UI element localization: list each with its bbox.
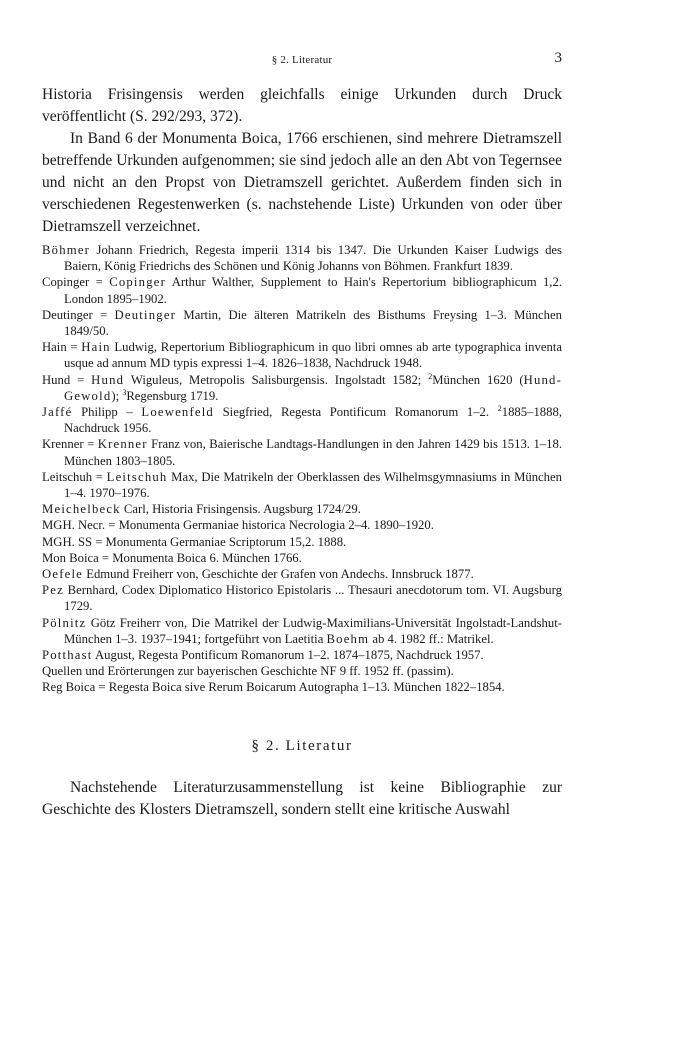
reference-key: Leitschuh — [42, 469, 93, 484]
reference-text: Franz von, Baierische Landtags-Handlungen in den Jahren 1429 bis 1513. 1–18. München 1803–1805. — [64, 437, 562, 468]
reference-entry — [42, 501, 562, 517]
reference-entry — [42, 517, 562, 533]
reference-key: Pez — [42, 583, 64, 598]
reference-text: ab 4. 1982 ff.: Matrikel. — [369, 631, 494, 646]
reference-list — [42, 242, 562, 696]
edition-superscript: 2 — [428, 371, 433, 381]
reference-equals: = — [92, 307, 115, 322]
reference-text: Quellen und Erörterungen zur bayerischen Geschichte NF 9 ff. 1952 ff. (passim). — [42, 664, 454, 679]
reference-entry — [42, 436, 562, 468]
reference-entry — [42, 663, 562, 679]
reference-key: Hain — [42, 340, 67, 355]
reference-text: Philipp – — [72, 405, 142, 420]
reference-key: Meichelbeck — [42, 502, 121, 517]
reference-key: Böhmer — [42, 243, 91, 257]
page-number: 3 — [554, 50, 562, 66]
reference-entry — [42, 582, 562, 614]
reference-key: Hund — [91, 372, 125, 387]
reference-entry — [42, 534, 562, 550]
reference-text: MGH. SS = Monumenta Germaniae Scriptorum 15,2. 1888. — [42, 534, 347, 549]
reference-entry — [42, 647, 562, 663]
reference-key: Pölnitz — [42, 615, 87, 630]
reference-text: Wiguleus, Metropolis Salisburgensis. Ingolstadt 1582; — [124, 372, 429, 387]
reference-key: Leitschuh — [106, 469, 168, 484]
intro-paragraph: In Band 6 der Monumenta Boica, 1766 erschienen, sind mehrere Dietramszell betreffende Urkunden aufgenommen; sie sind jedoch alle an den Abt von Tegernsee und nicht an den Propst von Dietramszell gerichtet. Außerdem finden sich in verschiedenen Regestenwerken (s. nachstehende Liste) Urkunden von oder über Dietramszell verzeichnet. — [42, 130, 562, 235]
section-heading: § 2. Literatur — [251, 737, 353, 754]
reference-text: Regensburg 1719. — [126, 388, 219, 403]
reference-text: Reg Boica = Regesta Boica sive Rerum Boicarum Autographa 1–13. München 1822–1854. — [42, 680, 505, 695]
reference-entry — [42, 307, 562, 339]
reference-text: München 1620 ( — [432, 372, 524, 387]
reference-equals: = — [92, 469, 107, 484]
reference-key: Potthast — [42, 648, 93, 663]
reference-text: Götz Freiherr von, Die Matrikel der Ludwig-Maximilians-Universität Ingolstadt-Landshut-München 1–3. 1937–1941; fortgeführt von Laetitia — [64, 615, 562, 646]
intro-text — [42, 84, 562, 238]
running-head — [42, 50, 562, 72]
reference-entry — [42, 404, 562, 436]
reference-key: Krenner — [97, 437, 148, 452]
closing-paragraph: Nachstehende Literaturzusammenstellung ist keine Bibliographie zur Geschichte des Klosters Dietramszell, sondern stellt eine kritische Auswahl — [42, 778, 562, 818]
reference-equals: = — [66, 340, 82, 355]
reference-equals: = — [70, 372, 92, 387]
reference-text: Max, Die Matrikeln der Oberklassen des Wilhelmsgymnasiums in München 1–4. 1970–1976. — [64, 469, 562, 501]
reference-key: Oefele — [42, 567, 84, 582]
running-head-title: § 2. Literatur — [271, 54, 333, 66]
reference-key: Hund — [42, 372, 71, 387]
reference-text: Siegfried, Regesta Pontificum Romanorum 1–2. — [213, 405, 498, 420]
reference-entry — [42, 679, 562, 695]
reference-text: August, Regesta Pontificum Romanorum 1–2. 1874–1875, Nachdruck 1957. — [92, 648, 484, 663]
reference-entry — [42, 339, 562, 371]
reference-key: Jaffé — [42, 405, 73, 420]
reference-key: Copinger — [42, 275, 90, 290]
reference-text: Martin, Die älteren Matrikeln des Bisthums Freysing 1–3. München 1849/50. — [64, 307, 562, 339]
reference-equals: = — [83, 437, 98, 452]
reference-key: Boehm — [326, 631, 370, 646]
reference-text: Carl, Historia Frisingensis. Augsburg 1724/29. — [120, 502, 361, 517]
reference-key: Copinger — [109, 275, 167, 290]
edition-superscript: 2 — [497, 403, 502, 413]
reference-text: Mon Boica = Monumenta Boica 6. München 1766. — [42, 550, 302, 565]
edition-superscript: 3 — [122, 387, 127, 397]
reference-entry — [42, 615, 562, 647]
reference-entry — [42, 469, 562, 501]
reference-key: Hund-Gewold — [64, 372, 562, 403]
reference-text: Johann Friedrich, Regesta imperii 1314 bis 1347. Die Urkunden Kaiser Ludwigs des Baiern, König Friedrichs des Schönen und König Johanns von Böhmen. Frankfurt 1839. — [64, 243, 562, 274]
reference-entry — [42, 372, 562, 404]
reference-key: Hain — [81, 340, 111, 355]
reference-text: Bernhard, Codex Diplomatico Historico Epistolaris ... Thesauri anecdotorum tom. VI. Augsburg 1729. — [63, 583, 562, 614]
reference-equals: = — [89, 275, 110, 290]
reference-text: Arthur Walther, Supplement to Hain's Repertorium bibliographicum 1,2. London 1895–1902. — [64, 275, 562, 306]
reference-text: Ludwig, Repertorium Bibliographicum in quo libri omnes ab arte typographica inventa usque ad annum MD typis expressi 1–4. 1826–1838, Nachdruck 1948. — [64, 340, 562, 371]
intro-paragraph: Historia Frisingensis werden gleichfalls einige Urkunden durch Druck veröffentlicht (S. 292/293, 372). — [42, 86, 562, 125]
reference-entry — [42, 242, 562, 274]
reference-key: Loewenfeld — [141, 405, 214, 420]
reference-key: Deutinger — [42, 307, 93, 322]
reference-text: 1885–1888, Nachdruck 1956. — [64, 405, 562, 436]
reference-key: Krenner — [42, 437, 84, 452]
page — [42, 50, 562, 821]
reference-key: Deutinger — [114, 307, 177, 322]
reference-text: MGH. Necr. = Monumenta Germaniae historica Necrologia 2–4. 1890–1920. — [42, 518, 434, 533]
reference-entry — [42, 274, 562, 306]
reference-entry — [42, 550, 562, 566]
reference-entry — [42, 566, 562, 582]
reference-text: Edmund Freiherr von, Geschichte der Grafen von Andechs. Innsbruck 1877. — [83, 567, 474, 582]
reference-text: ); — [111, 388, 123, 403]
